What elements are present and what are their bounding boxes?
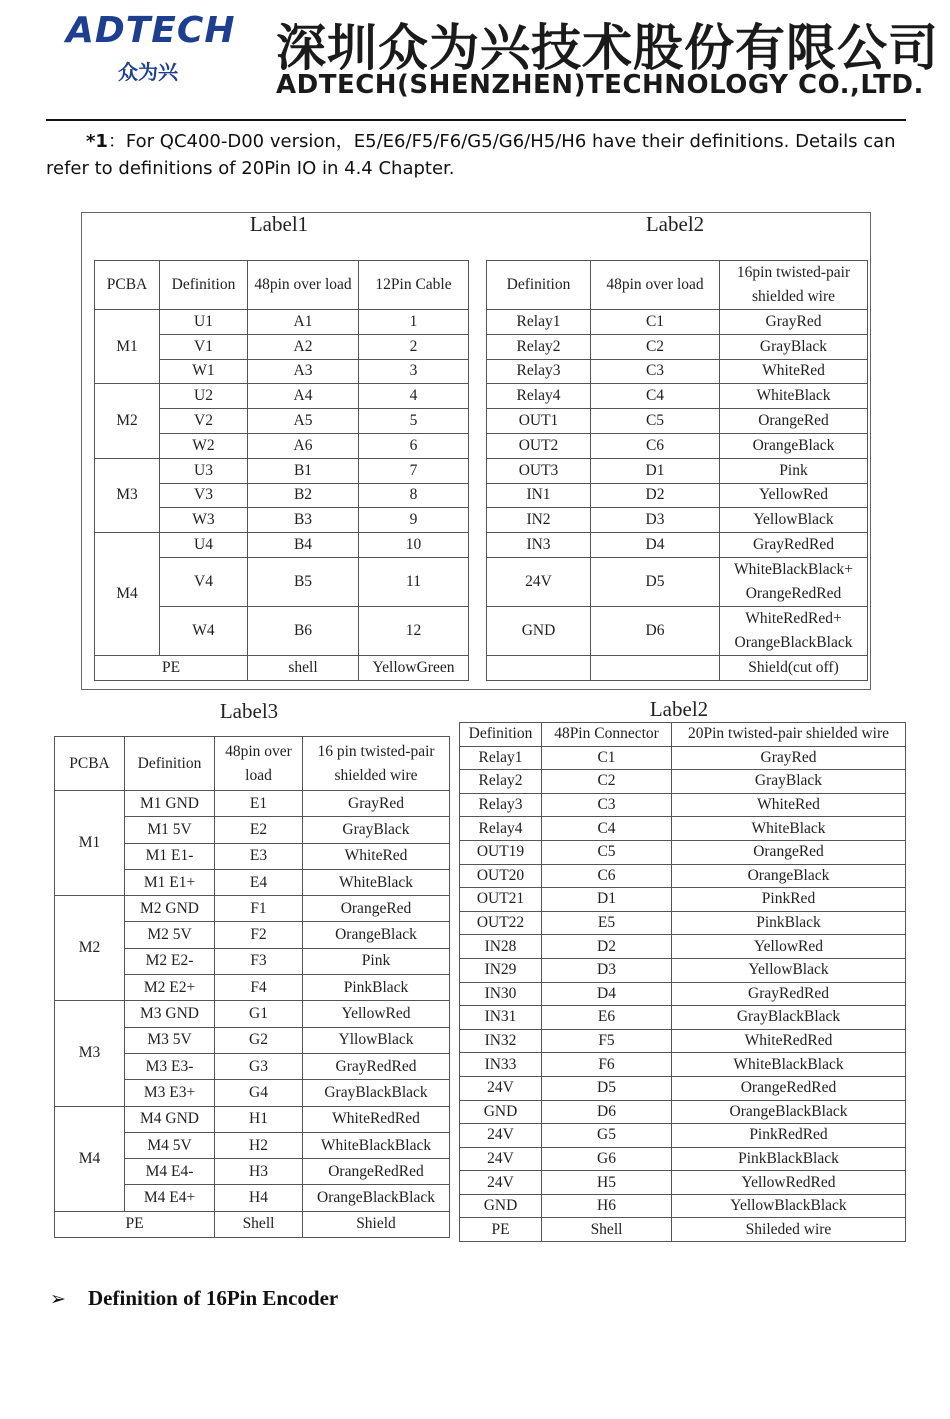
column-header: 16pin twisted-pair shielded wire (720, 261, 868, 310)
table-cell: 10 (359, 533, 469, 558)
table-cell: 4 (359, 384, 469, 409)
column-header: 48pin over load (591, 261, 720, 310)
table-cell: OrangeRedRed (672, 1076, 906, 1100)
table-cell: OrangeRed (303, 896, 450, 922)
table-cell: Pink (720, 458, 868, 483)
table-row (460, 746, 906, 770)
column-header: 48pin over load (248, 261, 359, 310)
table-cell: G4 (215, 1080, 303, 1106)
table-cell: WhiteBlack (672, 817, 906, 841)
pcba-cell: M2 (55, 896, 125, 1001)
table-cell: V2 (160, 409, 248, 434)
table-row (460, 1147, 906, 1171)
table-cell: D3 (591, 508, 720, 533)
table-cell: A2 (248, 334, 359, 359)
label2-bottom-table (459, 722, 906, 1242)
table-cell: E4 (215, 869, 303, 895)
table-cell (487, 655, 591, 680)
table-cell: GrayBlack (672, 770, 906, 794)
table-cell: W3 (160, 508, 248, 533)
table-cell: E2 (215, 817, 303, 843)
table-cell: Relay2 (460, 770, 542, 794)
table-row (460, 770, 906, 794)
table-cell: Relay3 (487, 359, 591, 384)
table-cell: PinkBlack (303, 975, 450, 1001)
table-row (55, 1106, 450, 1132)
table-cell: U4 (160, 533, 248, 558)
table-cell: H6 (542, 1194, 672, 1218)
table-cell: C3 (542, 793, 672, 817)
table-cell: Shileded wire (672, 1218, 906, 1242)
table-row (487, 384, 868, 409)
table-cell: M2 E2+ (125, 975, 215, 1001)
table-cell: shell (248, 655, 359, 680)
table-row (487, 409, 868, 434)
table-cell: WhiteRedRed+ OrangeBlackBlack (720, 606, 868, 655)
table-cell: D5 (542, 1076, 672, 1100)
arrowhead-bullet-icon: ➢ (50, 1288, 66, 1310)
table-cell: OrangeRed (672, 840, 906, 864)
table-cell: OrangeBlackBlack (672, 1100, 906, 1124)
column-header: 12Pin Cable (359, 261, 469, 310)
label3-table (54, 736, 450, 1238)
table-cell: F4 (215, 975, 303, 1001)
table-cell: F2 (215, 922, 303, 948)
section-title: Definition of 16Pin Encoder (88, 1286, 339, 1310)
table-cell: M3 E3+ (125, 1080, 215, 1106)
table-cell: 24V (460, 1171, 542, 1195)
table-row (460, 817, 906, 841)
company-name-cn: 深圳众为兴技术股份有限公司 (276, 19, 939, 77)
table-cell: 8 (359, 483, 469, 508)
table-cell: H2 (215, 1132, 303, 1158)
table-row (487, 557, 868, 606)
table-cell: YellowBlack (672, 958, 906, 982)
table-cell: PinkRed (672, 888, 906, 912)
table-cell: F6 (542, 1053, 672, 1077)
table-cell: YellowRed (672, 935, 906, 959)
table-cell: Shell (215, 1211, 303, 1237)
table-cell: WhiteBlack (303, 869, 450, 895)
table-cell: D5 (591, 557, 720, 606)
table-cell: C1 (591, 310, 720, 335)
table-row (460, 793, 906, 817)
table-cell: D6 (591, 606, 720, 655)
table-cell: C1 (542, 746, 672, 770)
table-cell: OrangeBlackBlack (303, 1185, 450, 1211)
table-cell: G2 (215, 1027, 303, 1053)
table-cell: D2 (542, 935, 672, 959)
column-header: 20Pin twisted-pair shielded wire (672, 723, 906, 747)
table-cell: 1 (359, 310, 469, 335)
table-cell: 2 (359, 334, 469, 359)
table-cell: B3 (248, 508, 359, 533)
table-cell: YellowGreen (359, 655, 469, 680)
pcba-cell: M3 (95, 458, 160, 532)
table-cell: W1 (160, 359, 248, 384)
header-row (55, 737, 450, 791)
table-cell: A4 (248, 384, 359, 409)
table-row (460, 1218, 906, 1242)
table-cell: B4 (248, 533, 359, 558)
table-cell: 9 (359, 508, 469, 533)
table-cell: F3 (215, 948, 303, 974)
table-cell: WhiteBlackBlack (303, 1132, 450, 1158)
table-cell: H1 (215, 1106, 303, 1132)
table-cell: IN28 (460, 935, 542, 959)
header-row (487, 261, 868, 310)
table-row (460, 1194, 906, 1218)
table-cell: OrangeBlack (720, 433, 868, 458)
table-cell: H5 (542, 1171, 672, 1195)
table-cell: GrayBlack (720, 334, 868, 359)
table-cell: H3 (215, 1159, 303, 1185)
table-cell: 5 (359, 409, 469, 434)
pcba-cell: M4 (55, 1106, 125, 1211)
table-cell: OUT22 (460, 911, 542, 935)
table-cell: Relay4 (487, 384, 591, 409)
table-cell: D4 (542, 982, 672, 1006)
table-cell: D2 (591, 483, 720, 508)
footer-row (55, 1211, 450, 1237)
column-header: PCBA (55, 737, 125, 791)
table-cell: B6 (248, 606, 359, 655)
company-name-en: ADTECH(SHENZHEN)TECHNOLOGY CO.,LTD. (276, 70, 924, 100)
table-cell: V1 (160, 334, 248, 359)
table-cell: M1 GND (125, 791, 215, 817)
table-cell: IN3 (487, 533, 591, 558)
table-cell: Relay1 (460, 746, 542, 770)
table-row (460, 840, 906, 864)
pcba-cell: M1 (55, 791, 125, 896)
table-cell (591, 655, 720, 680)
table-cell: M4 GND (125, 1106, 215, 1132)
table-cell: PinkRedRed (672, 1124, 906, 1148)
table-cell: IN2 (487, 508, 591, 533)
table-cell: M3 5V (125, 1027, 215, 1053)
table-cell: M1 E1- (125, 843, 215, 869)
pcba-cell: M3 (55, 1001, 125, 1106)
table-cell: B5 (248, 557, 359, 606)
pcba-cell: M2 (95, 384, 160, 458)
table-cell: E6 (542, 1006, 672, 1030)
page-header (0, 0, 950, 120)
table-row (487, 359, 868, 384)
table-cell: D1 (542, 888, 672, 912)
table-cell: Pink (303, 948, 450, 974)
table-cell: 24V (460, 1124, 542, 1148)
table-cell: B2 (248, 483, 359, 508)
table-cell: M4 5V (125, 1132, 215, 1158)
table-cell: C2 (591, 334, 720, 359)
table-cell: Relay2 (487, 334, 591, 359)
table-row (460, 911, 906, 935)
column-header: 48pin over load (215, 737, 303, 791)
label2-top-caption: Label2 (645, 212, 705, 236)
table-row (487, 334, 868, 359)
table-cell: PE (55, 1211, 215, 1237)
table-cell: 24V (460, 1147, 542, 1171)
table-cell: E1 (215, 791, 303, 817)
table-cell: C4 (542, 817, 672, 841)
table-cell: C5 (542, 840, 672, 864)
pcba-cell: M4 (95, 533, 160, 656)
table-cell: Relay3 (460, 793, 542, 817)
table-cell: M1 5V (125, 817, 215, 843)
table-cell: IN29 (460, 958, 542, 982)
table-cell: YellowBlack (720, 508, 868, 533)
table-cell: WhiteRed (303, 843, 450, 869)
table-cell: GrayBlackBlack (303, 1080, 450, 1106)
table-cell: M2 E2- (125, 948, 215, 974)
table-cell: Shield (303, 1211, 450, 1237)
pcba-cell: M1 (95, 310, 160, 384)
table-row (460, 1171, 906, 1195)
table-row (460, 1100, 906, 1124)
table-cell: D4 (591, 533, 720, 558)
table-cell: GrayRed (303, 791, 450, 817)
table-cell: GrayRedRed (720, 533, 868, 558)
table-cell: WhiteRed (672, 793, 906, 817)
column-header: Definition (487, 261, 591, 310)
table-cell: G6 (542, 1147, 672, 1171)
table-row (487, 606, 868, 655)
table-cell: OUT2 (487, 433, 591, 458)
table-cell: PE (95, 655, 248, 680)
table-cell: E3 (215, 843, 303, 869)
table-cell: GrayBlack (303, 817, 450, 843)
table-row (95, 384, 469, 409)
header-divider (46, 119, 906, 121)
table-cell: IN1 (487, 483, 591, 508)
table-cell: C5 (591, 409, 720, 434)
table-cell: E5 (542, 911, 672, 935)
table-cell: Relay1 (487, 310, 591, 335)
table-cell: Relay4 (460, 817, 542, 841)
table-cell: W4 (160, 606, 248, 655)
table-row (55, 791, 450, 817)
table-row (460, 1076, 906, 1100)
table-cell: GrayRedRed (303, 1053, 450, 1079)
table-cell: IN32 (460, 1029, 542, 1053)
version-note (46, 128, 906, 182)
header-row (95, 261, 469, 310)
header-row (460, 723, 906, 747)
table-cell: D3 (542, 958, 672, 982)
table-row (460, 935, 906, 959)
table-cell: M4 E4- (125, 1159, 215, 1185)
table-cell: YellowRed (303, 1001, 450, 1027)
table-cell: M4 E4+ (125, 1185, 215, 1211)
table-cell: OUT1 (487, 409, 591, 434)
table-cell: B1 (248, 458, 359, 483)
footer-row (487, 655, 868, 680)
table-cell: 7 (359, 458, 469, 483)
table-cell: PinkBlack (672, 911, 906, 935)
table-cell: U2 (160, 384, 248, 409)
column-header: Definition (460, 723, 542, 747)
table-row (487, 433, 868, 458)
table-cell: C4 (591, 384, 720, 409)
table-cell: GND (487, 606, 591, 655)
table-cell: WhiteRed (720, 359, 868, 384)
table-cell: OUT20 (460, 864, 542, 888)
table-cell: 24V (487, 557, 591, 606)
column-header: Definition (125, 737, 215, 791)
company-logo: ADTECH (66, 10, 236, 51)
table-cell: C3 (591, 359, 720, 384)
table-cell: OUT21 (460, 888, 542, 912)
table-cell: M2 GND (125, 896, 215, 922)
table-cell: IN30 (460, 982, 542, 1006)
label2-bottom-caption: Label2 (649, 697, 709, 721)
table-cell: OrangeRedRed (303, 1159, 450, 1185)
footer-row (95, 655, 469, 680)
table-cell: OrangeRed (720, 409, 868, 434)
table-row (460, 1053, 906, 1077)
table-cell: V3 (160, 483, 248, 508)
table-row (460, 1124, 906, 1148)
table-cell: M3 GND (125, 1001, 215, 1027)
table-cell: GrayRedRed (672, 982, 906, 1006)
table-cell: G3 (215, 1053, 303, 1079)
table-cell: GND (460, 1194, 542, 1218)
table-row (55, 1001, 450, 1027)
table-cell: A3 (248, 359, 359, 384)
table-cell: IN31 (460, 1006, 542, 1030)
table-cell: 24V (460, 1076, 542, 1100)
table-cell: G5 (542, 1124, 672, 1148)
table-cell: W2 (160, 433, 248, 458)
table-cell: M2 5V (125, 922, 215, 948)
table-row (95, 458, 469, 483)
note-marker: *1 (86, 131, 108, 152)
table-cell: U3 (160, 458, 248, 483)
table-cell: C6 (542, 864, 672, 888)
table-cell: 11 (359, 557, 469, 606)
table-row (487, 483, 868, 508)
table-row (460, 958, 906, 982)
table-cell: IN33 (460, 1053, 542, 1077)
table-row (487, 458, 868, 483)
table-cell: 6 (359, 433, 469, 458)
table-cell: YllowBlack (303, 1027, 450, 1053)
table-cell: A5 (248, 409, 359, 434)
table-cell: U1 (160, 310, 248, 335)
note-text: ：For QC400-D00 version，E5/E6/F5/F6/G5/G6/H5/H6 have their definitions. Details can refer to definitions of 20Pin IO in 4.4 Chapter. (46, 131, 896, 179)
table-row (460, 888, 906, 912)
column-header: 48Pin Connector (542, 723, 672, 747)
table-cell: GrayRed (720, 310, 868, 335)
table-cell: PE (460, 1218, 542, 1242)
column-header: Definition (160, 261, 248, 310)
table-cell: YellowRed (720, 483, 868, 508)
label3-caption: Label3 (219, 699, 279, 723)
table-cell: WhiteRedRed (672, 1029, 906, 1053)
table-row (55, 896, 450, 922)
table-row (460, 982, 906, 1006)
table-cell: OrangeBlack (672, 864, 906, 888)
table-cell: C6 (591, 433, 720, 458)
table-cell: M1 E1+ (125, 869, 215, 895)
table-cell: OrangeBlack (303, 922, 450, 948)
table-cell: 3 (359, 359, 469, 384)
table-cell: D6 (542, 1100, 672, 1124)
table-cell: WhiteRedRed (303, 1106, 450, 1132)
company-logo-cn: 众为兴 (118, 60, 178, 84)
table-cell: H4 (215, 1185, 303, 1211)
table-cell: YellowRedRed (672, 1171, 906, 1195)
column-header: PCBA (95, 261, 160, 310)
table-cell: F5 (542, 1029, 672, 1053)
table-row (487, 533, 868, 558)
table-row (460, 1006, 906, 1030)
column-header: 16 pin twisted-pair shielded wire (303, 737, 450, 791)
table-row (460, 1029, 906, 1053)
table-row (487, 310, 868, 335)
table-cell: OUT19 (460, 840, 542, 864)
table-cell: Shield(cut off) (720, 655, 868, 680)
table-cell: GND (460, 1100, 542, 1124)
label2-top-table (486, 260, 868, 681)
table-row (95, 533, 469, 558)
table-row (95, 310, 469, 335)
table-cell: F1 (215, 896, 303, 922)
table-cell: GrayBlackBlack (672, 1006, 906, 1030)
table-cell: Shell (542, 1218, 672, 1242)
label1-caption: Label1 (249, 212, 309, 236)
table-cell: WhiteBlackBlack+ OrangeRedRed (720, 557, 868, 606)
table-cell: M3 E3- (125, 1053, 215, 1079)
table-cell: OUT3 (487, 458, 591, 483)
table-cell: A6 (248, 433, 359, 458)
table-cell: WhiteBlackBlack (672, 1053, 906, 1077)
table-row (460, 864, 906, 888)
label1-table (94, 260, 469, 681)
table-cell: WhiteBlack (720, 384, 868, 409)
table-cell: 12 (359, 606, 469, 655)
table-row (487, 508, 868, 533)
table-cell: D1 (591, 458, 720, 483)
table-cell: GrayRed (672, 746, 906, 770)
table-cell: G1 (215, 1001, 303, 1027)
section-heading (50, 1286, 338, 1311)
table-cell: PinkBlackBlack (672, 1147, 906, 1171)
table-cell: V4 (160, 557, 248, 606)
table-cell: YellowBlackBlack (672, 1194, 906, 1218)
table-cell: A1 (248, 310, 359, 335)
table-cell: C2 (542, 770, 672, 794)
